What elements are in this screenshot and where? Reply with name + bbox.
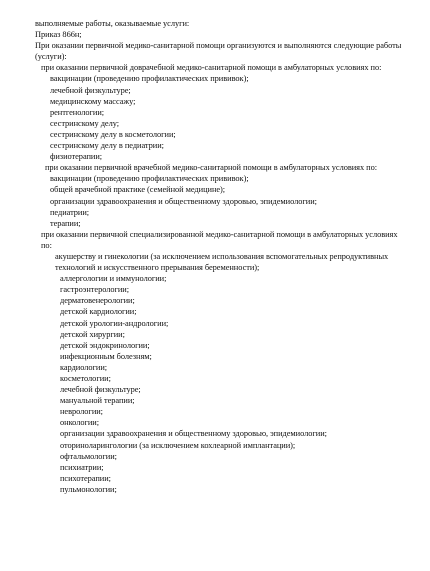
list-item: медицинскому массажу; [50, 96, 136, 106]
text-line: выполняемые работы, оказываемые услуги: [35, 19, 190, 28]
list-item: мануальной терапии; [60, 396, 135, 406]
license-text-block [35, 18, 405, 495]
list-item: пульмонологии; [60, 484, 117, 494]
list-item: детской урологии-андрологии; [60, 318, 169, 328]
section-heading-vrach: при оказании первичной врачебной медико-санитарной помощи в амбулаторных условиях по: [45, 163, 378, 173]
list-item: детской хирургии; [60, 329, 125, 339]
list-item: психотерапии; [60, 473, 111, 483]
list-item: педиатрии; [50, 207, 90, 217]
list-item: онкологии; [60, 418, 99, 428]
list-item: кардиологии; [60, 362, 108, 372]
list-item: сестринскому делу; [50, 118, 120, 128]
list-item: вакцинации (проведению профилактических прививок); [50, 174, 249, 184]
list-item: рентгенологии; [50, 107, 105, 117]
section-heading-prevrach: при оказании первичной доврачебной медико-санитарной помощи в амбулаторных условиях по: [41, 63, 382, 73]
list-item: аллергологии и иммунологии; [60, 274, 167, 284]
list-item: детской кардиологии; [60, 307, 137, 317]
list-item: сестринскому делу в педиатрии; [50, 141, 164, 151]
list-item: организации здравоохранения и общественному здоровью, эпидемиологии; [50, 196, 317, 206]
list-item: детской эндокринологии; [60, 340, 150, 350]
intro-paragraph: При оказании первичной медико-санитарной помощи организуются и выполняются следующие работы (услуги): [35, 41, 402, 62]
list-item: лечебной физкультуре; [60, 385, 141, 395]
list-item: вакцинации (проведению профилактических прививок); [50, 74, 249, 84]
section-heading-special: при оказании первичной специализированной медико-санитарной помощи в амбулаторных условиях по: [41, 229, 398, 250]
list-item: психиатрии; [60, 462, 104, 472]
list-item: оториноларингологии (за исключением кохлеарной имплантации); [60, 440, 296, 450]
list-item: офтальмологии; [60, 451, 117, 461]
list-item: акушерству и гинекологии (за исключением использования вспомогательных репродуктивных технологий и искусственного прерывания беременности); [55, 251, 389, 273]
order-reference: Приказ 866н; [35, 30, 82, 40]
list-item: сестринскому делу в косметологии; [50, 129, 176, 139]
list-item: лечебной физкультуре; [50, 85, 131, 95]
list-item: общей врачебной практике (семейной медицине); [50, 185, 226, 195]
list-item: гастроэнтерологии; [60, 285, 130, 295]
list-item: организации здравоохранения и общественному здоровью, эпидемиологии; [60, 429, 327, 439]
list-item: косметологии; [60, 374, 111, 383]
list-item: терапии; [50, 218, 81, 228]
list-item: дерматовенерологии; [60, 296, 135, 306]
list-item: неврологии; [60, 407, 103, 417]
list-item: инфекционным болезням; [60, 351, 152, 361]
list-item: физиотерапии; [50, 152, 103, 162]
